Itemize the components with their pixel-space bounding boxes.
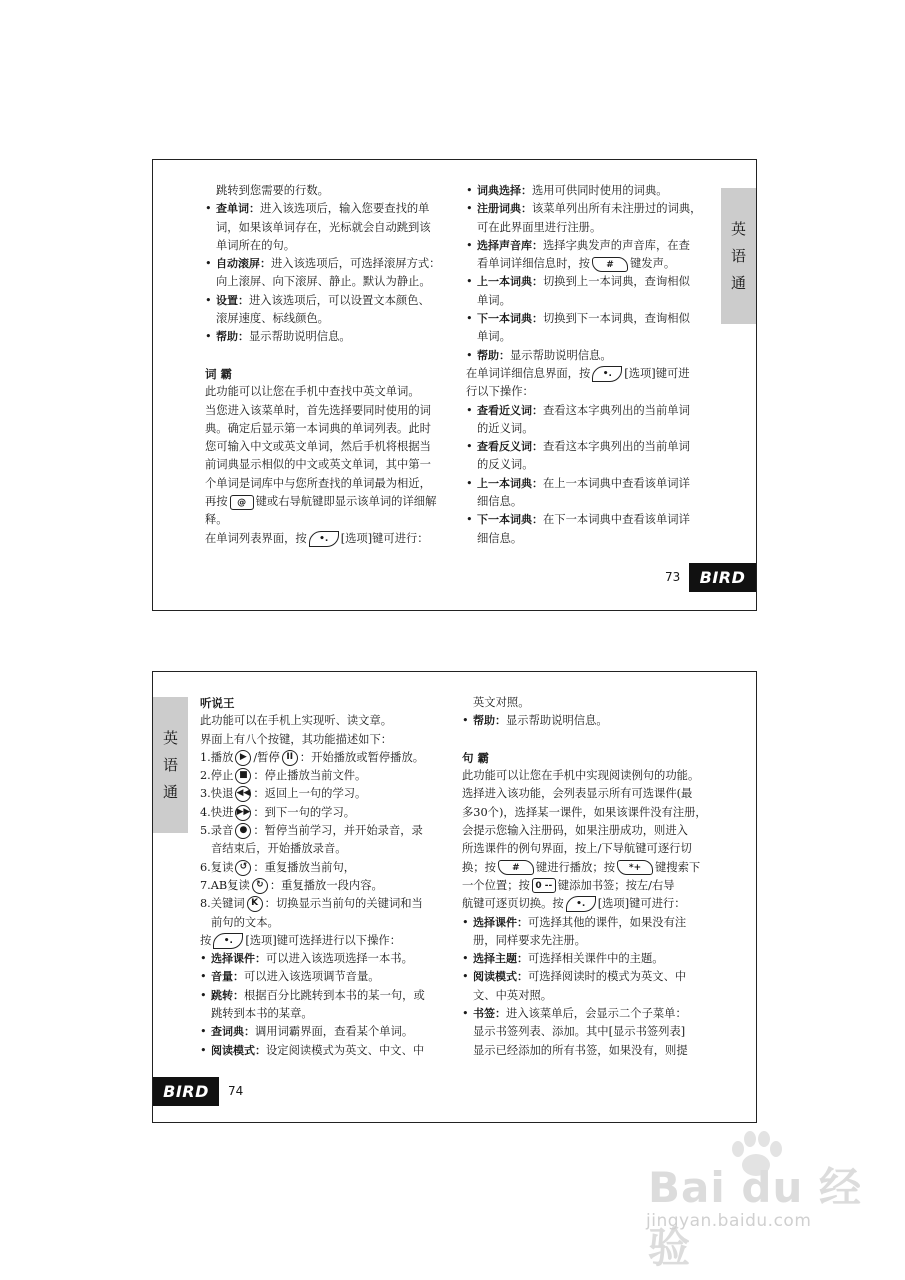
text-line-with-key — [200, 804, 455, 822]
bullet-item — [200, 1023, 455, 1041]
bullet-item — [462, 950, 718, 968]
bullet-item — [205, 328, 455, 346]
bullet-item — [200, 950, 455, 968]
text-line: 此功能可以让您在手机中实现阅读例句的功能。 — [462, 769, 700, 783]
page-number: 74 — [228, 1084, 244, 1098]
bullet-term: 帮助： — [216, 330, 249, 344]
text-line: 音结束后，开始播放录音。 — [211, 842, 347, 856]
left-column — [200, 694, 455, 1060]
bullet-text: 可以进入该选项选择一本书。 — [266, 952, 413, 966]
text-line: 个单词是词库中与您所查找的单词最为相近， — [205, 476, 431, 490]
bullet-text: 显示帮助说明信息。 — [249, 330, 351, 344]
bullet-text: 进入该选项后，可选择滚屏方式： — [271, 257, 441, 271]
text-line: 界面上有八个按键，其功能描述如下： — [200, 732, 393, 746]
manual-page-74 — [152, 671, 757, 1123]
bullet-item — [466, 237, 716, 255]
bullet-term: 设置： — [216, 293, 249, 307]
text-segment: ：开始播放或暂停播放。 — [299, 750, 425, 764]
text-line-with-key — [200, 932, 455, 950]
brand-logo: BIRD — [153, 1077, 219, 1106]
text-line: 会提示您输入注册码，如果注册成功，则进入 — [462, 824, 688, 838]
text-line-with-key — [200, 877, 455, 895]
text-line-with-key — [466, 365, 716, 383]
text-segment: 看单词详细信息时，按 — [477, 257, 590, 271]
text-line: 滚屏速度、标线颜色。 — [216, 312, 329, 326]
bullet-term: 自动滚屏： — [216, 257, 271, 271]
text-line: 可在此界面里进行注册。 — [477, 220, 602, 234]
bullet-item — [466, 511, 716, 529]
text-segment: ：返回上一句的学习。 — [253, 787, 367, 801]
text-segment: 再按 — [205, 495, 228, 509]
bullet-text: 可以进入该选项调节音量。 — [244, 970, 380, 984]
text-line: 册，同样要求先注册。 — [473, 933, 586, 947]
watermark-brand: Bai du 经验 — [648, 1163, 862, 1272]
bullet-term: 阅读模式： — [473, 970, 528, 984]
bullet-text: 选用可供同时使用的词典。 — [532, 184, 668, 197]
bullet-item — [466, 182, 716, 200]
text-segment: 按 — [200, 933, 212, 947]
text-segment: 在单词列表界面，按 — [205, 531, 307, 545]
text-line-with-key — [462, 859, 718, 877]
text-line: 释。 — [205, 513, 228, 527]
text-segment: 7.AB复读 — [200, 878, 250, 892]
text-segment: 航键可逐页切换。按 — [462, 897, 564, 911]
bullet-text: 可选择其他的课件，如果没有注 — [528, 915, 687, 929]
text-segment: 4.快进 — [200, 805, 234, 819]
tab-char: 通 — [162, 782, 178, 801]
text-line: 细信息。 — [477, 531, 523, 545]
bullet-term: 帮助： — [477, 348, 510, 362]
bullet-item — [462, 1005, 718, 1023]
bullet-term: 选择课件： — [473, 915, 528, 929]
text-line: 细信息。 — [477, 495, 523, 509]
bullet-text: 设定阅读模式为英文、中文、中 — [266, 1043, 425, 1057]
bullet-item — [462, 914, 718, 932]
text-segment: [选项]键可进行： — [597, 897, 686, 911]
text-line: 此功能可以让您在手机中查找中英文单词。 — [205, 385, 420, 399]
bullet-term: 词典选择： — [477, 184, 532, 197]
bullet-term: 帮助： — [473, 714, 506, 728]
text-segment: 1.播放 — [200, 750, 234, 764]
text-segment: ：暂停当前学习，并开始录音，录 — [253, 824, 423, 838]
bullet-item — [205, 292, 455, 310]
right-column — [462, 694, 718, 1060]
key-icon: ● — [235, 823, 251, 839]
manual-page-73 — [152, 159, 757, 611]
key-icon: •. — [213, 933, 243, 949]
text-line: 的近义词。 — [477, 421, 534, 435]
text-line-with-key — [462, 877, 718, 895]
bullet-item — [466, 200, 716, 218]
text-segment: [选项]键可进行： — [340, 531, 429, 545]
bullet-term: 选择声音库： — [477, 238, 543, 252]
text-segment: ：到下一句的学习。 — [253, 805, 356, 819]
watermark — [646, 1133, 868, 1272]
text-segment: ：停止播放当前文件。 — [253, 769, 367, 783]
bullet-term: 跳转： — [211, 988, 244, 1002]
text-line: 典。确定后显示第一本词典的单词列表。此时 — [205, 421, 431, 435]
text-segment: ：切换显示当前句的关键词和当 — [264, 897, 423, 911]
key-icon: •. — [309, 531, 339, 547]
bullet-term: 阅读模式： — [211, 1043, 266, 1057]
bullet-text: 调用词霸界面，查看某个单词。 — [255, 1025, 414, 1039]
key-icon: K — [247, 896, 263, 912]
text-segment: 键添加书签；按左/右导 — [557, 878, 675, 892]
text-line-with-key — [200, 785, 455, 803]
bullet-item — [466, 273, 716, 291]
bullet-term: 查看反义词： — [477, 440, 543, 454]
section-tab — [153, 697, 188, 833]
text-segment: ：重复播放一段内容。 — [269, 878, 383, 892]
key-icon: 0 -- — [532, 878, 556, 893]
text-segment: 键或右导航键即显示该单词的详细解 — [255, 495, 437, 509]
bullet-item — [200, 968, 455, 986]
key-icon: II — [282, 750, 298, 766]
text-line: 前词典显示相似的中文或英文单词，其中第一 — [205, 458, 431, 472]
bullet-term: 查词典： — [211, 1025, 255, 1039]
tab-char: 英 — [162, 728, 178, 747]
text-segment: [选项]键可进 — [624, 366, 690, 380]
text-segment: 8.关键词 — [200, 897, 245, 911]
key-icon: @ — [230, 495, 254, 510]
bullet-text: 在下一本词典中查看该单词详 — [543, 513, 690, 527]
spacer — [205, 347, 455, 365]
text-line: 选择进入该功能，会列表显示所有可选课件(最 — [462, 787, 693, 801]
right-column — [466, 182, 716, 548]
text-segment: 键发声。 — [629, 257, 676, 271]
key-icon: ↻ — [252, 878, 268, 894]
text-line-with-key — [200, 822, 455, 840]
bullet-item — [466, 438, 716, 456]
text-line: 的反义词。 — [477, 458, 534, 472]
brand-logo: BIRD — [689, 563, 756, 592]
text-segment: 在单词详细信息界面，按 — [466, 366, 591, 380]
tab-char: 通 — [730, 273, 746, 292]
bullet-text: 切换到下一本词典，查询相似 — [543, 312, 690, 326]
bullet-text: 可选择相关课件中的主题。 — [528, 952, 664, 966]
section-heading: 词 霸 — [205, 366, 233, 381]
text-line: 向上滚屏、向下滚屏、静止。默认为静止。 — [216, 275, 431, 289]
bullet-term: 查看近义词： — [477, 403, 543, 417]
text-segment: 5.录音 — [200, 824, 234, 838]
text-segment: 3.快退 — [200, 787, 234, 801]
text-line: 单词。 — [477, 293, 511, 307]
tab-char: 语 — [162, 755, 178, 774]
bullet-item — [200, 987, 455, 1005]
bullet-term: 上一本词典： — [477, 275, 543, 289]
bullet-text: 在上一本词典中查看该单词详 — [543, 476, 690, 490]
text-line-with-key — [200, 767, 455, 785]
text-line: 当您进入该菜单时，首先选择要同时使用的词 — [205, 403, 431, 417]
bullet-item — [466, 310, 716, 328]
bullet-term: 下一本词典： — [477, 312, 543, 326]
bullet-text: 进入该选项后，可以设置文本颜色、 — [249, 293, 430, 307]
bullet-term: 书签： — [473, 1007, 506, 1021]
spacer — [462, 731, 718, 749]
page-number: 73 — [665, 570, 681, 584]
bullet-term: 注册词典： — [477, 202, 532, 216]
bullet-item — [462, 968, 718, 986]
bullet-text: 查看这本字典列出的当前单词 — [543, 440, 690, 454]
section-heading: 听说王 — [200, 696, 235, 710]
bullet-term: 查单词： — [216, 202, 260, 216]
text-line-with-key — [462, 895, 718, 913]
text-segment: 键进行播放；按 — [535, 860, 615, 874]
bullet-item — [462, 712, 718, 730]
text-line: 您可输入中文或英文单词，然后手机将根据当 — [205, 440, 431, 454]
text-segment: /暂停 — [253, 750, 280, 764]
text-segment: 6.复读 — [200, 860, 234, 874]
text-line: 词，如果该单词存在，光标就会自动跳到该 — [216, 220, 431, 234]
key-icon: ▶ — [235, 750, 251, 766]
text-line: 英文对照。 — [473, 696, 530, 709]
key-icon: ▶▶ — [235, 805, 251, 821]
text-line: 行以下操作： — [466, 385, 534, 399]
section-heading: 句 霸 — [462, 750, 490, 765]
bullet-item — [466, 347, 716, 365]
key-icon: •. — [592, 366, 622, 382]
bullet-item — [466, 402, 716, 420]
bullet-text: 选择字典发声的声音库，在查 — [543, 238, 690, 252]
text-line-with-key — [200, 749, 455, 767]
bullet-term: 下一本词典： — [477, 513, 543, 527]
key-icon: # — [592, 257, 628, 272]
text-line-with-key — [205, 493, 455, 511]
section-tab — [721, 188, 756, 324]
text-line: 多30个)，选择某一课件，如果该课件没有注册， — [462, 805, 707, 819]
text-line-with-key — [466, 255, 716, 273]
text-segment: 换；按 — [462, 860, 496, 874]
text-line: 跳转到本书的某章。 — [211, 1007, 313, 1021]
key-icon: •. — [566, 896, 596, 912]
bullet-text: 进入该选项后，输入您要查找的单 — [260, 202, 430, 216]
bullet-text: 根据百分比跳转到本书的某一句，或 — [244, 988, 425, 1002]
text-line: 前句的文本。 — [211, 915, 279, 929]
text-segment: 一个位置；按 — [462, 878, 530, 892]
left-column — [205, 182, 455, 548]
text-line-with-key — [205, 530, 455, 548]
bullet-text: 进入该菜单后，会显示二个子菜单： — [506, 1007, 687, 1021]
text-line-with-key — [200, 859, 455, 877]
bullet-text: 查看这本字典列出的当前单词 — [543, 403, 690, 417]
bullet-item — [205, 255, 455, 273]
watermark-url: jingyan.baidu.com — [646, 1211, 812, 1231]
key-icon: ↺ — [235, 860, 251, 876]
bullet-text: 该菜单列出所有未注册过的词典， — [532, 202, 702, 216]
text-line: 单词所在的句。 — [216, 238, 296, 252]
bullet-item — [200, 1042, 455, 1060]
text-segment: ：重复播放当前句， — [253, 860, 356, 874]
text-segment: [选项]键可选择进行以下操作： — [245, 933, 401, 947]
bullet-term: 音量： — [211, 970, 244, 984]
text-segment: 2.停止 — [200, 769, 234, 783]
bullet-text: 可选择阅读时的模式为英文、中 — [528, 970, 687, 984]
bullet-text: 显示帮助说明信息。 — [510, 348, 612, 362]
text-line: 显示已经添加的所有书签，如果没有，则提 — [473, 1043, 688, 1057]
bullet-term: 上一本词典： — [477, 476, 543, 490]
key-icon: # — [498, 860, 534, 875]
bullet-item — [466, 475, 716, 493]
bullet-item — [205, 200, 455, 218]
text-segment: 键搜索下 — [655, 860, 701, 874]
bullet-term: 选择主题： — [473, 952, 528, 966]
bullet-term: 选择课件： — [211, 952, 266, 966]
tab-char: 英 — [730, 219, 746, 238]
key-icon: ■ — [235, 768, 251, 784]
key-icon: ◀◀ — [235, 786, 251, 802]
text-line: 所选课件的例句界面，按上/下导航键可逐行切 — [462, 842, 692, 856]
text-line: 此功能可以在手机上实现听、读文章。 — [200, 714, 393, 728]
tab-char: 语 — [730, 246, 746, 265]
text-line-with-key — [200, 895, 455, 913]
text-line: 文、中英对照。 — [473, 988, 553, 1002]
bullet-text: 切换到上一本词典，查询相似 — [543, 275, 690, 289]
key-icon: *+ — [617, 860, 653, 875]
bullet-text: 显示帮助说明信息。 — [506, 714, 608, 728]
text-line: 单词。 — [477, 330, 511, 344]
text-line: 显示书签列表、添加。其中[显示书签列表] — [473, 1025, 686, 1039]
text-line: 跳转到您需要的行数。 — [216, 184, 329, 197]
